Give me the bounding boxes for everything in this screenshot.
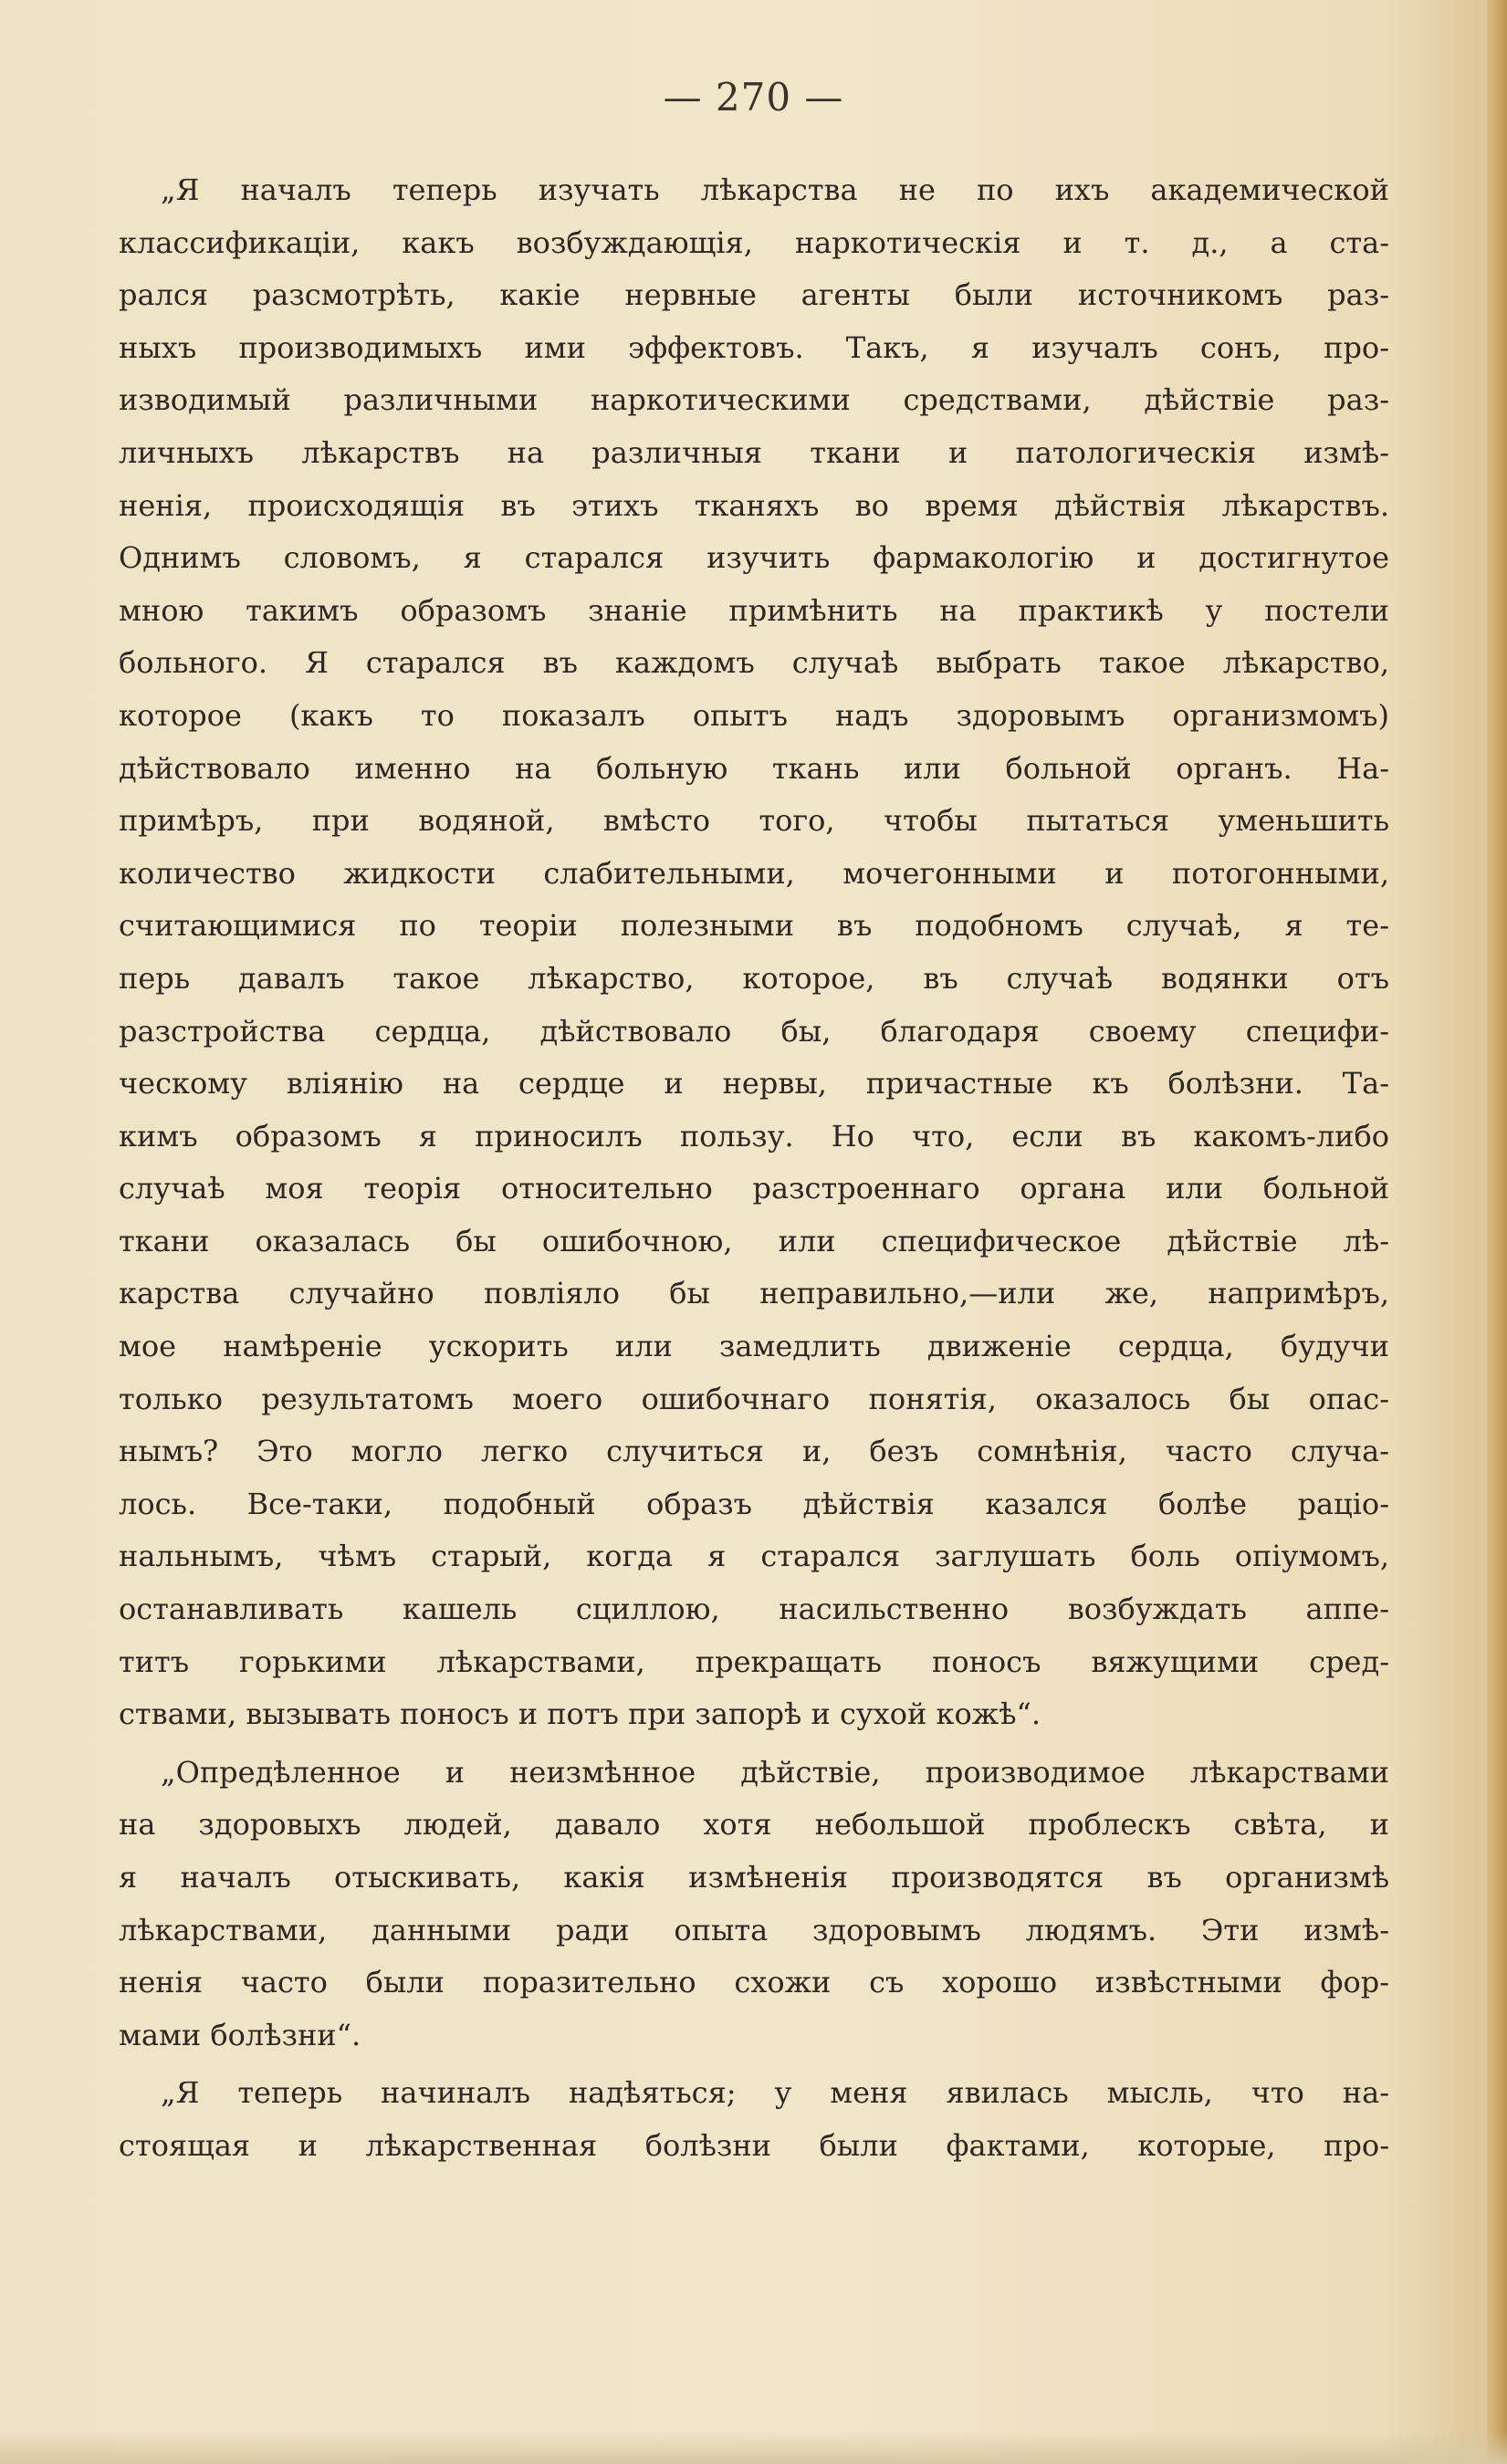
text-line: ненія часто были поразительно схожи съ хорошо извѣстными фор-: [119, 1965, 1389, 2000]
text-line: мною такимъ образомъ знаніе примѣнить на практикѣ у постели: [119, 592, 1389, 628]
text-line: останавливать кашель сциллою, насильственно возбуждать аппе-: [119, 1592, 1389, 1627]
text-line: рался разсмотрѣть, какіе нервные агенты были источникомъ раз-: [119, 277, 1389, 313]
text-line: карства случайно повліяло бы неправильно,—или же, напримѣръ,: [119, 1276, 1389, 1311]
text-line: я началъ отыскивать, какія измѣненія производятся въ организмѣ: [119, 1860, 1389, 1895]
page-number: — 270 —: [663, 75, 844, 120]
text-line: лось. Все-таки, подобный образъ дѣйствія казался болѣе раціо-: [119, 1486, 1389, 1521]
text-line: „Опредѣленное и неизмѣнное дѣйствіе, производимое лѣкарствами: [161, 1754, 1389, 1790]
text-line: нальнымъ, чѣмъ старый, когда я старался заглушать боль опіумомъ,: [119, 1539, 1389, 1574]
text-line: разстройства сердца, дѣйствовало бы, благодаря своему специфи-: [119, 1013, 1389, 1049]
text-line: случаѣ моя теорія относительно разстроеннаго органа или больной: [119, 1171, 1389, 1206]
text-line: стоящая и лѣкарственная болѣзни были фактами, которые, про-: [119, 2127, 1389, 2163]
text-line: больного. Я старался въ каждомъ случаѣ выбрать такое лѣкарство,: [119, 645, 1389, 681]
text-line: „Я теперь начиналъ надѣяться; у меня явилась мысль, что на-: [161, 2075, 1389, 2111]
paragraph-1: [119, 164, 1389, 1741]
text-line: количество жидкости слабительными, мочегонными и потогонными,: [119, 855, 1389, 891]
text-line: которое (какъ то показалъ опытъ надъ здоровымъ организмомъ): [119, 697, 1389, 733]
body-text: [119, 164, 1389, 2173]
text-line: ствами, вызывать поносъ и потъ при запорѣ и сухой кожѣ“.: [119, 1697, 1041, 1732]
page-edge-shadow: [1487, 0, 1507, 2464]
text-line: кимъ образомъ я приносилъ пользу. Но что, если въ какомъ-либо: [119, 1118, 1389, 1154]
text-line: личныхъ лѣкарствъ на различныя ткани и патологическія измѣ-: [119, 434, 1389, 470]
text-line: ческому вліянію на сердце и нервы, причастные къ болѣзни. Та-: [119, 1066, 1389, 1101]
paragraph-3: [119, 2067, 1389, 2172]
text-line: на здоровыхъ людей, давало хотя небольшой проблескъ свѣта, и: [119, 1807, 1389, 1843]
text-line: „Я началъ теперь изучать лѣкарства не по ихъ академической: [161, 172, 1389, 207]
text-line: дѣйствовало именно на больную ткань или больной органъ. На-: [119, 750, 1389, 786]
text-line: только результатомъ моего ошибочнаго понятія, оказалось бы опас-: [119, 1381, 1389, 1416]
text-line: ненія, происходящія въ этихъ тканяхъ во время дѣйствія лѣкарствъ.: [119, 487, 1389, 523]
page-bottom-edge: [0, 2431, 1507, 2464]
text-line: ныхъ производимыхъ ими эффектовъ. Такъ, я изучалъ сонъ, про-: [119, 329, 1389, 365]
text-line: лѣкарствами, данными ради опыта здоровымъ людямъ. Эти измѣ-: [119, 1912, 1389, 1947]
text-line: титъ горькими лѣкарствами, прекращать поносъ вяжущими сред-: [119, 1644, 1389, 1679]
text-line: классификаціи, какъ возбуждающія, наркотическія и т. д., а ста-: [119, 224, 1389, 260]
text-line: перь давалъ такое лѣкарство, которое, въ случаѣ водянки отъ: [119, 960, 1389, 996]
text-line: изводимый различными наркотическими средствами, дѣйствіе раз-: [119, 382, 1389, 418]
text-line: нымъ? Это могло легко случиться и, безъ сомнѣнія, часто случа-: [119, 1434, 1389, 1469]
paragraph-2: [119, 1747, 1389, 2062]
text-line: мами болѣзни“.: [119, 2017, 361, 2052]
text-line: ткани оказалась бы ошибочною, или специфическое дѣйствіе лѣ-: [119, 1223, 1389, 1258]
text-line: считающимися по теоріи полезными въ подобномъ случаѣ, я те-: [119, 908, 1389, 944]
text-line: примѣръ, при водяной, вмѣсто того, чтобы пытаться уменьшить: [119, 803, 1389, 839]
text-line: мое намѣреніе ускорить или замедлить движеніе сердца, будучи: [119, 1329, 1389, 1364]
text-line: Однимъ словомъ, я старался изучить фармакологію и достигнутое: [119, 540, 1389, 576]
